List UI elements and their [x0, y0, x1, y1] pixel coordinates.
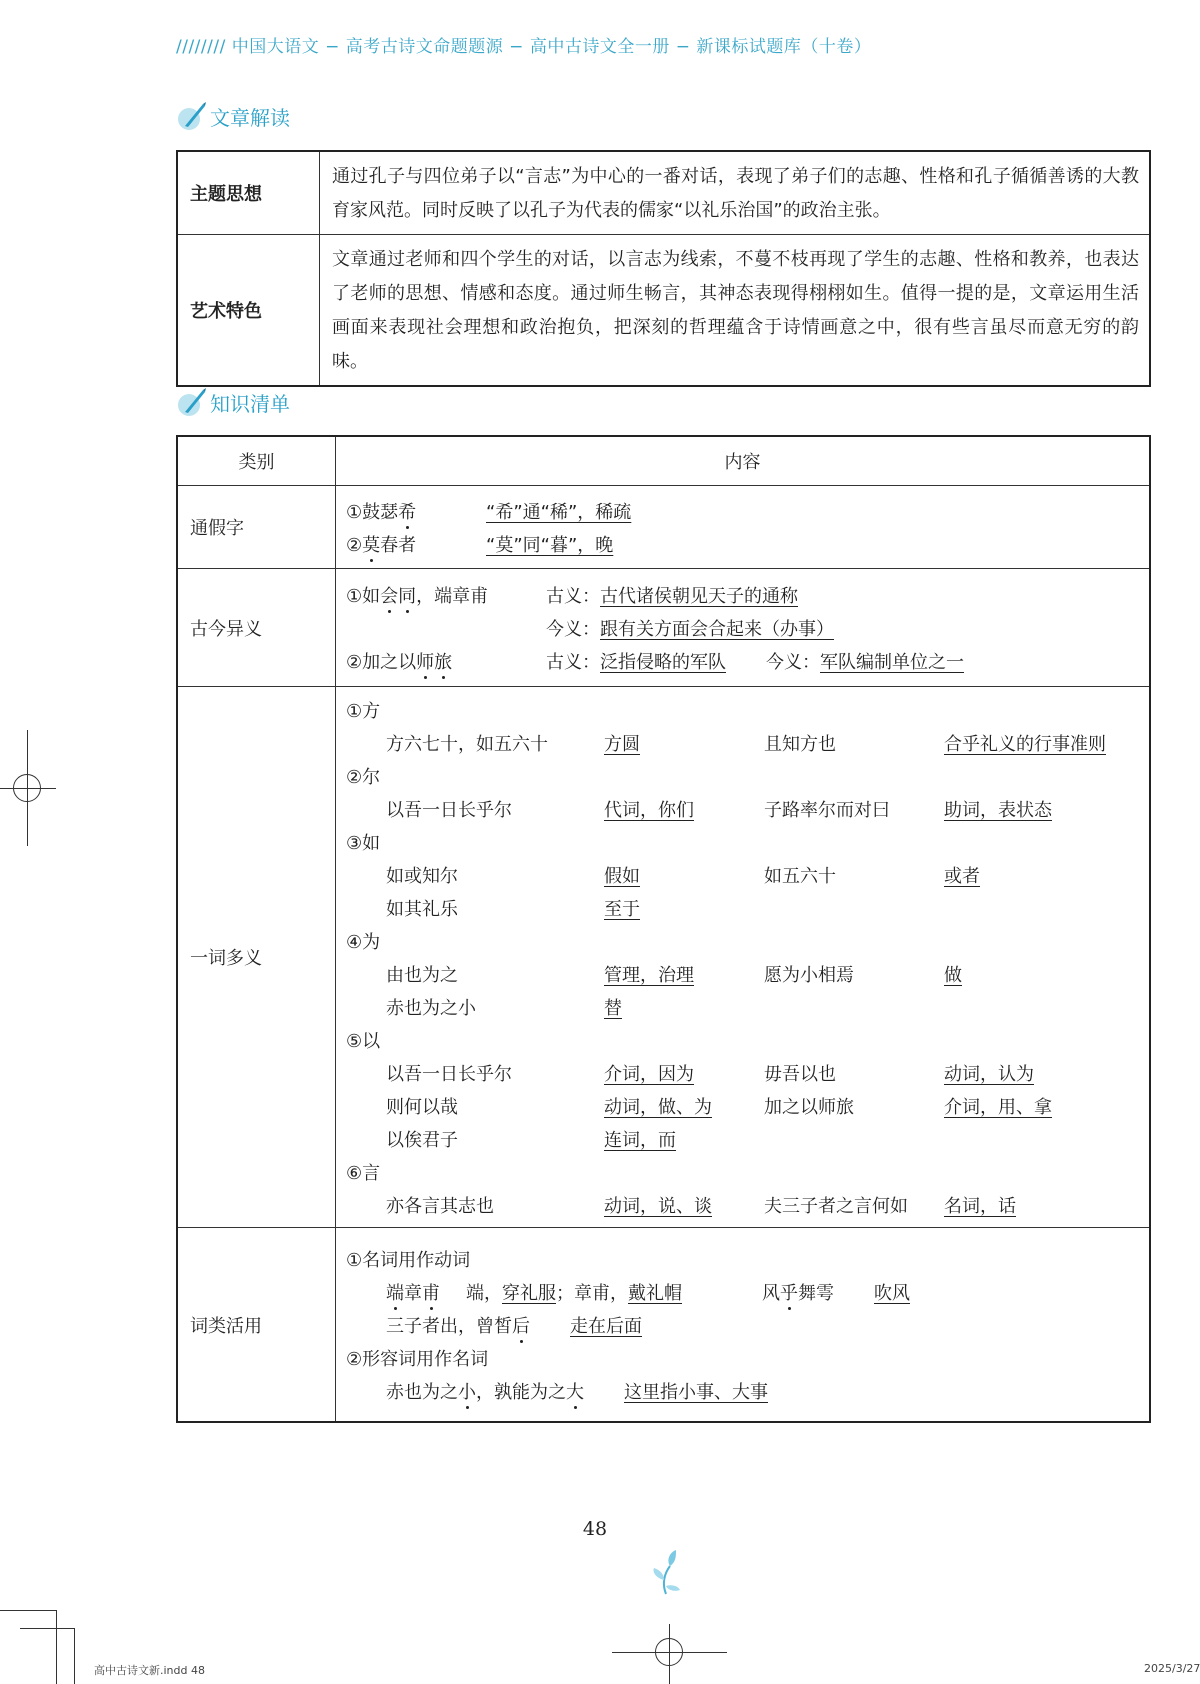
definition-text: 做: [944, 964, 962, 986]
quill-icon: [176, 386, 208, 418]
definition: [604, 961, 764, 987]
footer-file: 高中古诗文新.indd 48: [94, 1664, 205, 1677]
definition: [944, 862, 980, 888]
section-title-text: 知识清单: [210, 391, 290, 416]
definition: 跟有关方面会合起来（办事）: [600, 618, 834, 640]
quill-icon: [176, 100, 208, 132]
definition: [604, 796, 764, 822]
example-phrase: 赤也为之小: [386, 997, 476, 1019]
polysemy-row: [346, 1122, 1139, 1155]
column-header: 类别: [177, 436, 336, 486]
category-cell: 古今异义: [177, 569, 336, 687]
column-header: 内容: [336, 436, 1151, 486]
polysemy-row: [346, 858, 1139, 891]
polysemy-head: ④为: [346, 931, 381, 953]
list-item: ②莫春者 “莫”同“暮”，晚: [346, 527, 1139, 560]
definition: [944, 1093, 1052, 1119]
example-phrase: 且知方也: [764, 733, 836, 755]
definition: [604, 895, 764, 921]
definition-text: 连词，而: [604, 1129, 676, 1151]
row-key: 艺术特色: [177, 235, 320, 387]
example-phrase: 如其礼乐: [386, 898, 458, 920]
polysemy-head: ②尔: [346, 766, 381, 788]
example-phrase: 毋吾以也: [764, 1063, 836, 1085]
list-item: ②形容词用作名词: [346, 1348, 489, 1370]
definition-text: 假如: [604, 865, 640, 887]
definition: [604, 1192, 764, 1218]
content-cell: [336, 687, 1151, 1228]
content-cell: [336, 1228, 1151, 1423]
definition-text: 名词，话: [944, 1195, 1016, 1217]
polysemy-row: [346, 726, 1139, 759]
definition-text: 至于: [604, 898, 640, 920]
definition: [944, 1060, 1034, 1086]
definition-text: 动词，认为: [944, 1063, 1034, 1085]
list-item: 端章甫 端， 穿礼服 ；章甫， 戴礼帽 风乎舞雩 吹风: [386, 1282, 910, 1304]
example-phrase: 愿为小相焉: [764, 964, 854, 986]
knowledge-table: [176, 435, 1151, 1423]
definition: “莫”同“暮”，晚: [486, 534, 614, 556]
row-value: 通过孔子与四位弟子以“言志”为中心的一番对话，表现了弟子们的志趣、性格和孔子循循善诱的大教育家风范。同时反映了以孔子为代表的儒家“以礼乐治国”的政治主张。: [320, 151, 1151, 235]
example-phrase: 如或知尔: [386, 865, 458, 887]
list-item: 赤也为之小，孰能为之大 这里指小事、大事: [386, 1381, 768, 1403]
list-item: ①如会同，端章甫 古义： 古代诸侯朝见天子的通称: [346, 578, 1139, 611]
polysemy-head: ⑤以: [346, 1030, 381, 1052]
row-value: 文章通过老师和四个学生的对话，以言志为线索，不蔓不枝再现了学生的志趣、性格和教养，也表达了老师的思想、情感和态度。通过师生畅言，其神态表现得栩栩如生。值得一提的是，文章运用生活画面来表现社会理想和政治抱负，把深刻的哲理蕴含于诗情画意之中，很有些言虽尽而意无穷的韵味。: [320, 235, 1151, 387]
table-row: [177, 235, 1150, 387]
row-key: 主题思想: [177, 151, 320, 235]
category-cell: 一词多义: [177, 687, 336, 1228]
emphasis-char: 莫: [362, 534, 381, 556]
table-row: [177, 687, 1150, 1228]
definition: [604, 862, 764, 888]
page-number: 48: [582, 1518, 608, 1540]
polysemy-row: [346, 1089, 1139, 1122]
flower-ornament-icon: [648, 1548, 682, 1600]
table-row: [177, 1228, 1150, 1423]
definition-text: 动词，做、为: [604, 1096, 712, 1118]
table-row: [177, 569, 1150, 687]
table-row: [177, 151, 1150, 235]
section-title-text: 文章解读: [210, 105, 290, 130]
definition-text: 介词，用、拿: [944, 1096, 1052, 1118]
definition-text: 助词，表状态: [944, 799, 1052, 821]
example-phrase: 方六七十，如五六十: [386, 733, 548, 755]
section-title-knowledge: [176, 386, 290, 418]
example-phrase: 子路率尔而对曰: [764, 799, 890, 821]
example-phrase: 以吾一日长乎尔: [386, 799, 512, 821]
definition: [944, 961, 962, 987]
definition-text: 介词，因为: [604, 1063, 694, 1085]
definition: 古代诸侯朝见天子的通称: [600, 585, 798, 607]
polysemy-row: [346, 990, 1139, 1023]
example-phrase: 则何以哉: [386, 1096, 458, 1118]
polysemy-row: [346, 957, 1139, 990]
definition-text: 替: [604, 997, 622, 1019]
footer-date: 2025/3/27: [1144, 1662, 1200, 1675]
example-phrase: 夫三子者之言何如: [764, 1195, 908, 1217]
definition: [604, 994, 764, 1020]
table-header-row: [177, 436, 1150, 486]
definition: [944, 730, 1106, 756]
definition: [604, 730, 764, 756]
definition: [604, 1126, 764, 1152]
polysemy-row: [346, 1188, 1139, 1221]
definition: [604, 1093, 764, 1119]
example-phrase: 加之以师旅: [764, 1096, 854, 1118]
example-phrase: 以俟君子: [386, 1129, 458, 1151]
list-item: ②加之以师旅 古义： 泛指侵略的军队 今义： 军队编制单位之一: [346, 644, 1139, 677]
polysemy-head: ⑥言: [346, 1162, 381, 1184]
example-phrase: 由也为之: [386, 964, 458, 986]
polysemy-row: [346, 792, 1139, 825]
definition: [604, 1060, 764, 1086]
list-item: ①名词用作动词: [346, 1249, 471, 1271]
definition: 泛指侵略的军队: [600, 651, 726, 673]
polysemy-row: [346, 1056, 1139, 1089]
definition-text: 管理，治理: [604, 964, 694, 986]
emphasis-char: 希: [398, 501, 417, 523]
category-cell: 词类活用: [177, 1228, 336, 1423]
definition: 军队编制单位之一: [820, 651, 964, 673]
definition: [944, 796, 1052, 822]
definition-text: 或者: [944, 865, 980, 887]
content-cell: [336, 486, 1151, 569]
definition: [944, 1192, 1016, 1218]
example-phrase: 以吾一日长乎尔: [386, 1063, 512, 1085]
content-cell: [336, 569, 1151, 687]
interpretation-table: [176, 150, 1151, 387]
list-item: ①鼓瑟希 “希”通“稀”，稀疏: [346, 494, 1139, 527]
example-phrase: 亦各言其志也: [386, 1195, 494, 1217]
running-header: //////// 中国大语文 − 高考古诗文命题题源 − 高中古诗文全一册 − 新课标试题库（十卷）: [176, 37, 872, 57]
section-title-interpretation: [176, 100, 290, 132]
polysemy-head: ③如: [346, 832, 381, 854]
polysemy-head: ①方: [346, 700, 381, 722]
definition-text: 方圆: [604, 733, 640, 755]
table-row: [177, 486, 1150, 569]
category-cell: 通假字: [177, 486, 336, 569]
list-item: 今义： 跟有关方面会合起来（办事）: [346, 611, 1139, 644]
example-phrase: 如五六十: [764, 865, 836, 887]
definition-text: 合乎礼义的行事准则: [944, 733, 1106, 755]
list-item: 三子者出，曾皙后 走在后面: [386, 1315, 642, 1337]
definition: “希”通“稀”，稀疏: [486, 501, 632, 523]
definition-text: 动词，说、谈: [604, 1195, 712, 1217]
polysemy-row: [346, 891, 1139, 924]
definition-text: 代词，你们: [604, 799, 694, 821]
